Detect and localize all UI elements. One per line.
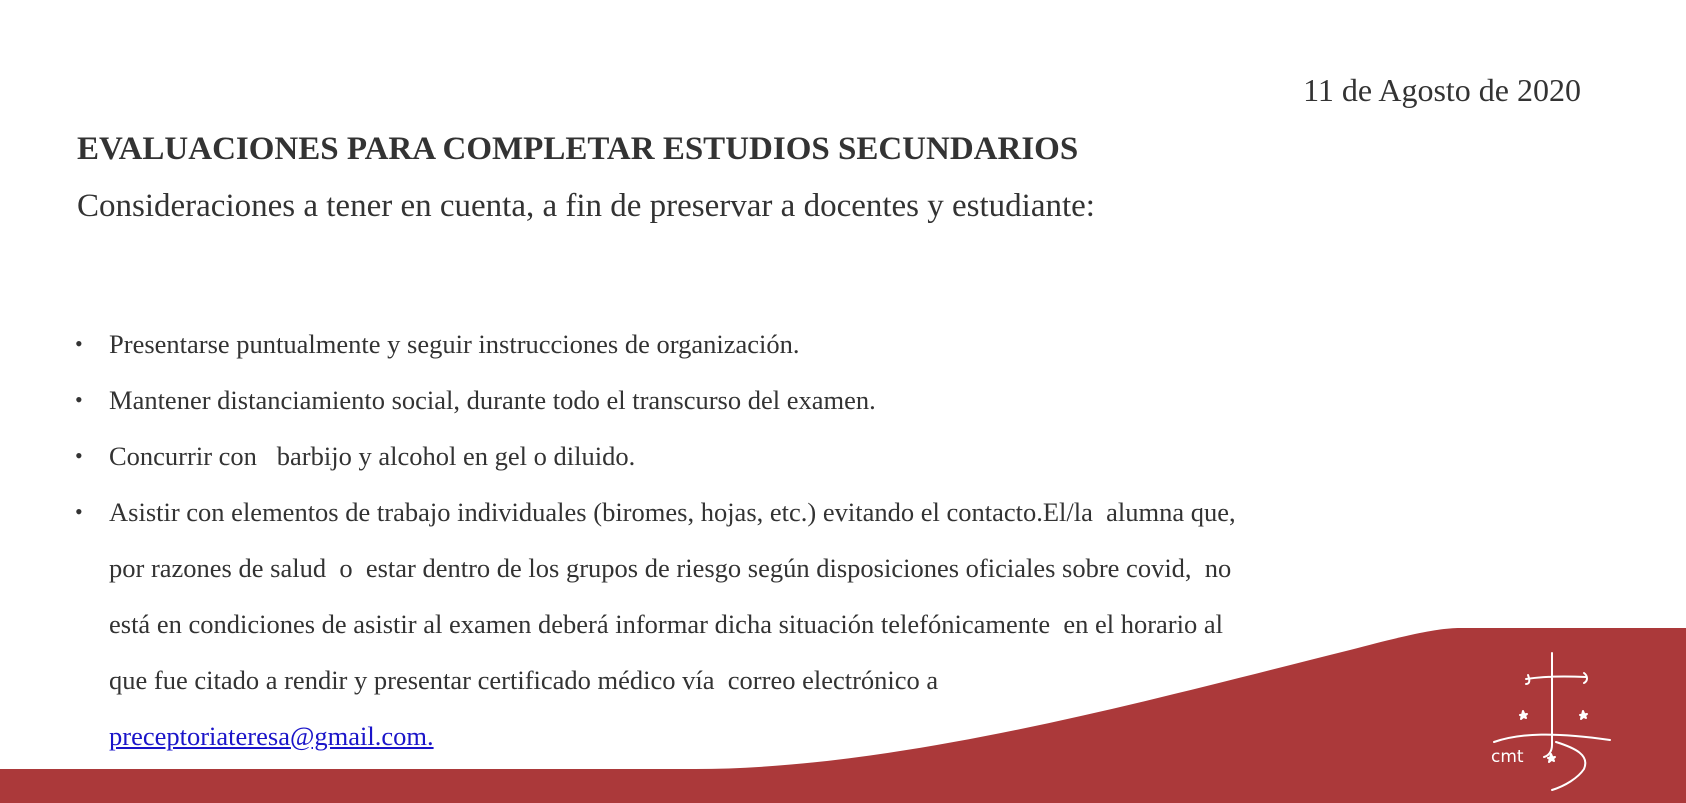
email-link[interactable]: preceptoriateresa@gmail.com. [109, 721, 434, 751]
email-line [109, 708, 1385, 764]
bullet-icon: • [75, 331, 83, 356]
document-date: 11 de Agosto de 2020 [1303, 72, 1581, 108]
list-item-text: está en condiciones de asistir al examen deberá informar dicha situación telefónicamente en el horario al [109, 609, 1223, 639]
list-item [75, 428, 1385, 484]
list-item-text: Presentarse puntualmente y seguir instrucciones de organización. [109, 329, 800, 359]
logo-text: cmt [1491, 747, 1524, 767]
list-item [75, 484, 1385, 764]
list-item [75, 372, 1385, 428]
list-item-text: por razones de salud o estar dentro de los grupos de riesgo según disposiciones oficiales sobre covid, no [109, 553, 1232, 583]
list-item-text: Asistir con elementos de trabajo individuales (biromes, hojas, etc.) evitando el contacto.El/la alumna que, [109, 497, 1236, 527]
bullet-icon: • [75, 499, 83, 524]
document-subtitle: Consideraciones a tener en cuenta, a fin de preservar a docentes y estudiante: [77, 188, 1095, 224]
list-item-text: Concurrir con barbijo y alcohol en gel o diluido. [109, 441, 636, 471]
guidelines-list [75, 316, 1385, 764]
bullet-icon: • [75, 387, 83, 412]
bullet-icon: • [75, 443, 83, 468]
list-item-text: que fue citado a rendir y presentar certificado médico vía correo electrónico a [109, 665, 939, 695]
list-item-text: Mantener distanciamiento social, durante todo el transcurso del examen. [109, 385, 876, 415]
document-title: EVALUACIONES PARA COMPLETAR ESTUDIOS SECUNDARIOS [77, 131, 1079, 167]
list-item [75, 316, 1385, 372]
